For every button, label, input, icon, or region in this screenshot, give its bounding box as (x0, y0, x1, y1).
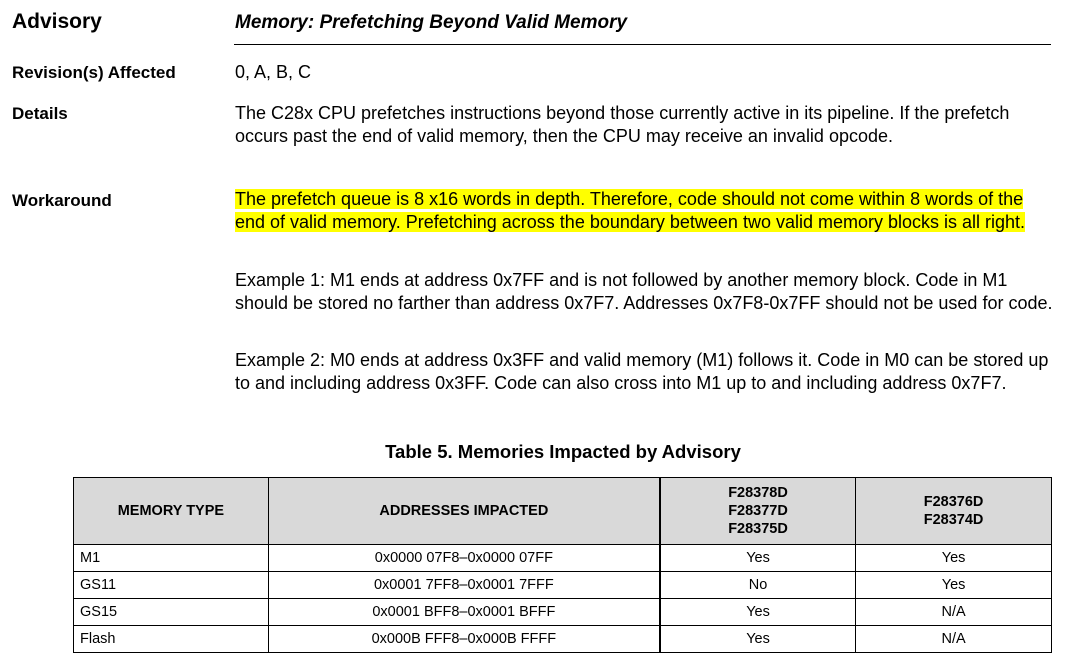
cell-memory: M1 (74, 545, 269, 572)
header-device-group-1 (660, 478, 856, 545)
cell-group-2: N/A (856, 626, 1052, 653)
revisions-value: 0, A, B, C (235, 62, 312, 82)
workaround-highlight: The prefetch queue is 8 x16 words in depth. Therefore, code should not come within 8 words of the end of valid memory. Prefetching across the boundary between two valid memory blocks is all right. (235, 189, 1026, 232)
revisions-label: Revision(s) Affected (12, 63, 176, 82)
cell-group-1: Yes (660, 545, 856, 572)
header-device: F28375D (728, 521, 788, 537)
workaround-label: Workaround (12, 191, 112, 210)
cell-group-1: No (660, 572, 856, 599)
cell-addresses: 0x0001 BFF8–0x0001 BFFF (268, 599, 660, 626)
cell-memory: GS11 (74, 572, 269, 599)
table-row (74, 626, 1052, 653)
table-title: Table 5. Memories Impacted by Advisory (385, 441, 741, 462)
cell-addresses: 0x0001 7FF8–0x0001 7FFF (268, 572, 660, 599)
workaround-text (235, 188, 1055, 233)
memories-table (73, 477, 1052, 653)
cell-group-1: Yes (660, 626, 856, 653)
header-addresses: ADDRESSES IMPACTED (268, 478, 660, 545)
cell-group-2: N/A (856, 599, 1052, 626)
header-device: F28378D (728, 485, 788, 501)
cell-addresses: 0x0000 07F8–0x0000 07FF (268, 545, 660, 572)
example-1-text: Example 1: M1 ends at address 0x7FF and is not followed by another memory block. Code in M1 should be stored no farther than address 0x7F7. Addresses 0x7F8-0x7FF should not be used for code. (235, 270, 1053, 313)
header-device: F28377D (728, 503, 788, 519)
header-memory-type: MEMORY TYPE (74, 478, 269, 545)
example-2-text: Example 2: M0 ends at address 0x3FF and valid memory (M1) follows it. Code in M0 can be stored up to and including address 0x3FF. Code can also cross into M1 up to and including address 0x7F7. (235, 350, 1049, 393)
table-header-row (74, 478, 1052, 545)
header-device-group-2 (856, 478, 1052, 545)
cell-group-1: Yes (660, 599, 856, 626)
header-device: F28374D (923, 512, 984, 528)
header-device: F28376D (923, 494, 984, 510)
cell-group-2: Yes (856, 545, 1052, 572)
advisory-label: Advisory (12, 10, 102, 33)
cell-group-2: Yes (856, 572, 1052, 599)
table-row (74, 599, 1052, 626)
cell-memory: GS15 (74, 599, 269, 626)
advisory-title: Memory: Prefetching Beyond Valid Memory (235, 12, 628, 33)
details-label: Details (12, 104, 68, 123)
cell-addresses: 0x000B FFF8–0x000B FFFF (268, 626, 660, 653)
table-row (74, 545, 1052, 572)
title-divider (234, 44, 1051, 45)
details-text: The C28x CPU prefetches instructions beyond those currently active in its pipeline. If the prefetch occurs past the end of valid memory, then the CPU may receive an invalid opcode. (235, 103, 1010, 146)
table-row (74, 572, 1052, 599)
cell-memory: Flash (74, 626, 269, 653)
